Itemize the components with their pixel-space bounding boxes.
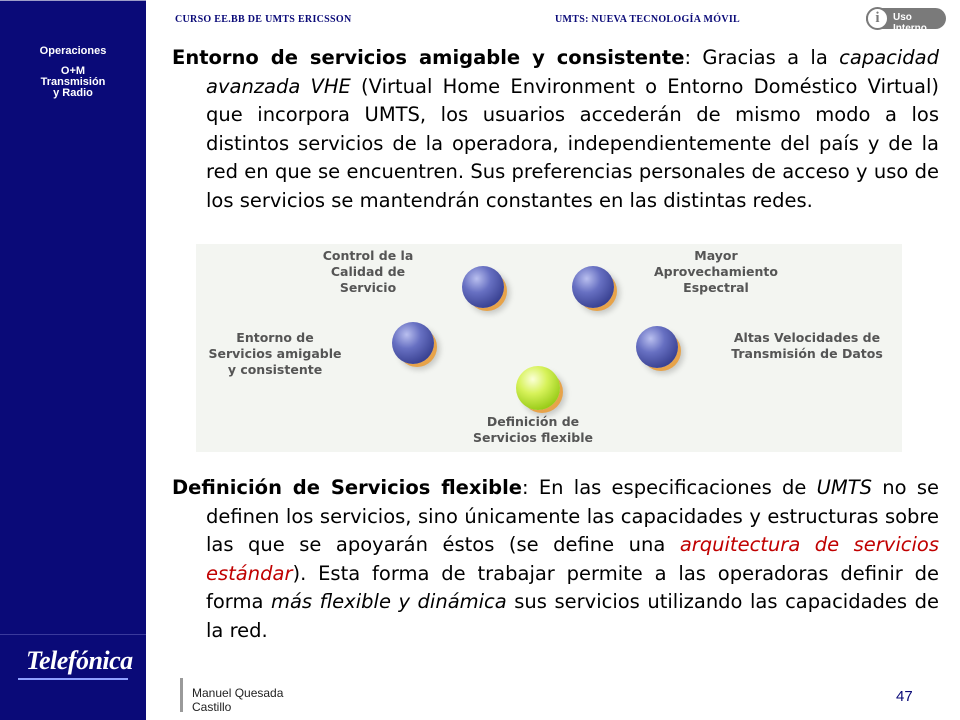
header-topic: UMTS: NUEVA TECNOLOGÍA MÓVIL (555, 14, 741, 25)
paragraph-entorno-text-b: (Virtual Home Environment o Entorno Doméstico Virtual) que incorpora UMTS, los usuarios accederán de mismo modo a los distintos servicios de la operadora, independientemente del país y de la red en que se encuentren. Sus preferencias personales de acceso y uso de los servicios se mantendrán constantes en las distintas redes. (206, 74, 939, 212)
author-name-line1: Manuel Quesada (192, 686, 284, 700)
telefonica-logo: Telefónica (26, 646, 133, 675)
logo-underline (18, 678, 128, 680)
ball-servicios-flexible (516, 366, 560, 410)
label-entorno-line2: Servicios amigable (208, 346, 342, 361)
paragraph-definicion-italic-umts: UMTS (816, 476, 873, 499)
paragraph-definicion-italic-flexible: más flexible y dinámica (270, 590, 507, 614)
sidebar-subtitle-line2: Transmisión (40, 76, 106, 88)
paragraph-definicion-text-c: ). Esta forma de trabajar permite a las operadoras definir de forma (206, 561, 939, 614)
label-espectral-line2: Aprovechamiento (654, 264, 778, 279)
paragraph-entorno (172, 44, 939, 216)
paragraph-entorno-title: Entorno de servicios amigable y consistente (172, 46, 685, 69)
label-calidad-line1: Control de la (322, 248, 414, 263)
ball-entorno-servicios (392, 322, 434, 364)
label-espectral-line1: Mayor (694, 248, 738, 263)
label-flexible-line1: Definición de (486, 414, 580, 429)
badge-label: Uso Interno (893, 12, 927, 34)
uso-interno-badge (866, 8, 946, 34)
label-velocidad-line2: Transmisión de Datos (731, 346, 883, 361)
paragraph-definicion-red-italic: arquitectura de servicios estándar (206, 533, 939, 585)
label-calidad-line3: Servicio (339, 280, 397, 295)
label-altas-velocidades (712, 330, 902, 362)
info-icon: i (866, 7, 889, 30)
paragraph-entorno-text-a: : Gracias a la (684, 46, 840, 69)
label-flexible-line2: Servicios flexible (473, 430, 593, 445)
paragraph-definicion-text-b: no se definen los servicios, sino únicamente las capacidades y estructuras sobre las que se apoyarán éstos (se define una (206, 476, 940, 557)
paragraph-entorno-italic: capacidad avanzada VHE (206, 46, 939, 98)
label-calidad-line2: Calidad de (330, 264, 406, 279)
sidebar (0, 0, 146, 720)
sidebar-department: Operaciones (39, 45, 107, 57)
sidebar-subtitle-line3: y Radio (53, 87, 93, 99)
label-calidad-servicio (308, 248, 428, 296)
paragraph-definicion-text-d: sus servicios utilizando las capacidades de la red. (206, 590, 939, 642)
paragraph-definicion-title: Definición de Servicios flexible (172, 476, 523, 499)
label-servicios-flexible (458, 414, 608, 446)
page-number: 47 (896, 688, 913, 705)
paragraph-definicion-text-a: : En las especificaciones de (522, 476, 817, 499)
author-name-line2: Castillo (192, 700, 232, 714)
header-course: CURSO EE.BB DE UMTS ERICSSON (175, 14, 352, 25)
label-velocidad-line1: Altas Velocidades de (733, 330, 881, 345)
ball-calidad-servicio (462, 266, 504, 308)
ball-altas-velocidades (636, 326, 678, 368)
sidebar-divider (0, 0, 146, 1)
paragraph-definicion (172, 474, 939, 646)
umts-features-diagram (196, 244, 902, 452)
sidebar-subtitle-line1: O+M (60, 65, 86, 77)
label-entorno-line1: Entorno de (236, 330, 314, 345)
label-aprovechamiento-espectral (636, 248, 796, 296)
label-espectral-line3: Espectral (683, 280, 749, 295)
label-entorno-line3: y consistente (227, 362, 323, 377)
label-entorno-servicios (200, 330, 350, 378)
footer-divider (180, 678, 183, 712)
ball-aprovechamiento-espectral (572, 266, 614, 308)
